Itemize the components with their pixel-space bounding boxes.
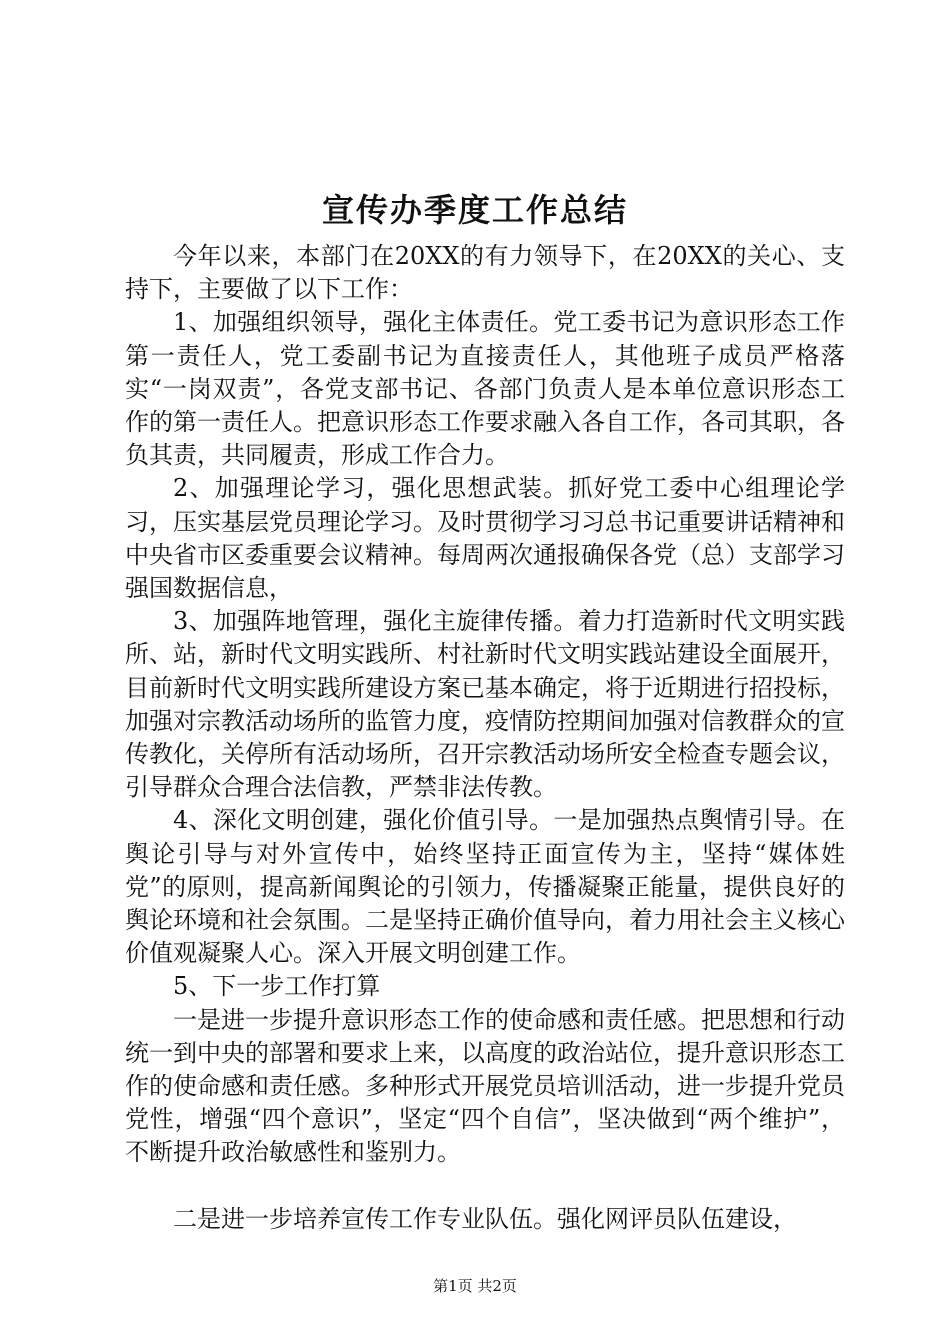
paragraph-item-1: 1、加强组织领导，强化主体责任。党工委书记为意识形态工作第一责任人，党工委副书记为直接责任人，其他班子成员严格落实“一岗双责”，各党支部书记、各部门负责人是本单位意识形态工作的第一责任人。把意识形态工作要求融入各自工作，各司其职，各负其责，共同履责，形成工作合力。 <box>125 308 845 470</box>
paragraph-item-5-heading: 5、下一步工作打算 <box>173 972 381 1001</box>
paragraph-item-3: 3、加强阵地管理，强化主旋律传播。着力打造新时代文明实践所、站，新时代文明实践所、村社新时代文明实践站建设全面展开，目前新时代文明实践所建设方案已基本确定，将于近期进行招投标，加强对宗教活动场所的监管力度，疫情防控期间加强对信教群众的宣传教化，关停所有活动场所，召开宗教活动场所安全检查专题会议，引导群众合理合法信教，严禁非法传教。 <box>125 607 845 802</box>
document-body <box>125 240 845 1236</box>
paragraph-intro: 今年以来，本部门在20XX的有力领导下，在20XX的关心、支持下，主要做了以下工作： <box>125 242 845 304</box>
paragraph-item-2: 2、加强理论学习，强化思想武装。抓好党工委中心组理论学习，压实基层党员理论学习。及时贯彻学习习总书记重要讲话精神和中央省市区委重要会议精神。每周两次通报确保各党（总）支部学习强国数据信息， <box>125 474 845 603</box>
page-number-footer: 第1页 共2页 <box>433 1277 517 1295</box>
paragraph-plan-1: 一是进一步提升意识形态工作的使命感和责任感。把思想和行动统一到中央的部署和要求上来，以高度的政治站位，提升意识形态工作的使命感和责任感。多种形式开展党员培训活动，进一步提升党员党性，增强“四个意识”，坚定“四个自信”，坚决做到“两个维护”，不断提升政治敏感性和鉴别力。 <box>125 1005 845 1167</box>
paragraph-plan-2: 二是进一步培养宣传工作专业队伍。强化网评员队伍建设， <box>173 1204 797 1233</box>
document-title: 宣传办季度工作总结 <box>321 191 628 229</box>
paragraph-item-4: 4、深化文明创建，强化价值引导。一是加强热点舆情引导。在舆论引导与对外宣传中，始终坚持正面宣传为主，坚持“媒体姓党”的原则，提高新闻舆论的引领力，传播凝聚正能量，提供良好的舆论环境和社会氛围。二是坚持正确价值导向，着力用社会主义核心价值观凝聚人心。深入开展文明创建工作。 <box>125 806 845 968</box>
